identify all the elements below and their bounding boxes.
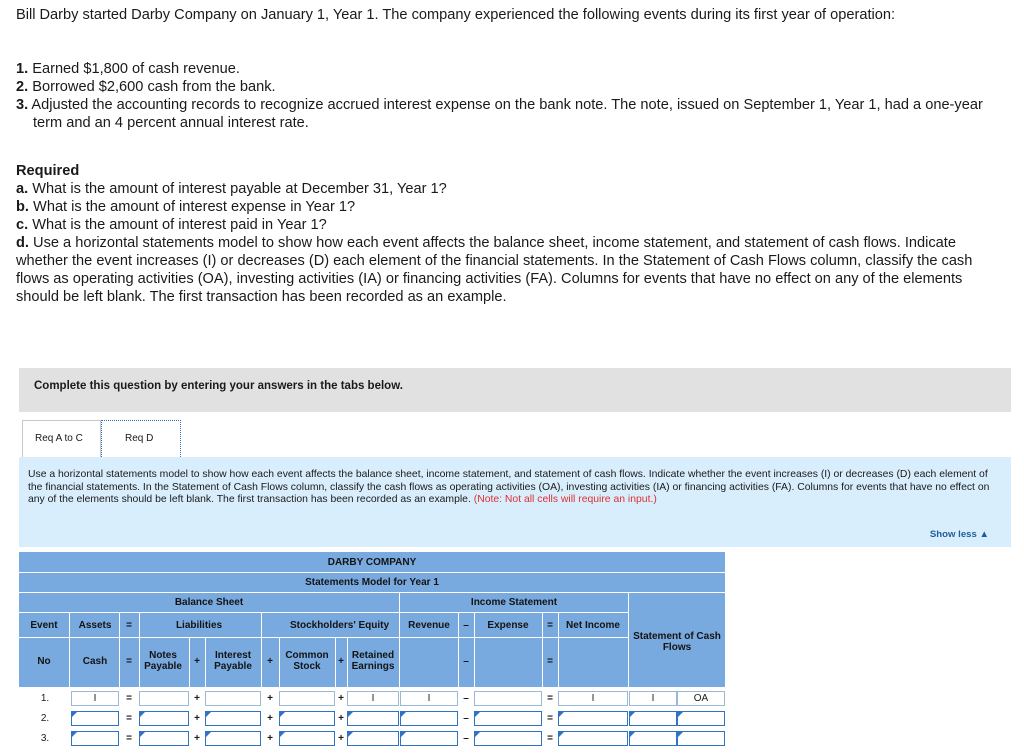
common-stock-input[interactable] [279, 711, 335, 726]
revenue-input[interactable] [400, 711, 458, 726]
equals-sign: = [126, 620, 132, 631]
table-row [19, 729, 725, 749]
notes-payable-input[interactable] [139, 731, 189, 746]
cash-input[interactable] [71, 711, 119, 726]
plus-sign: + [338, 656, 344, 667]
notes-payable-cell [139, 691, 189, 706]
plus-sign: + [194, 733, 200, 744]
cash-flows-header-cell [629, 592, 725, 687]
plus-sign: + [194, 713, 200, 724]
retained-earnings-header: Retained Earnings [351, 650, 395, 672]
event-item: 2. Borrowed $2,600 cash from the bank. [16, 79, 276, 95]
panel-note: (Note: Not all cells will require an input.) [473, 494, 657, 506]
plus-sign: + [194, 693, 200, 704]
net-income-cell: I [558, 691, 628, 706]
revenue-input[interactable] [400, 731, 458, 746]
equals-sign: = [547, 693, 553, 704]
event-number: 2. [40, 713, 50, 724]
minus-sign: – [463, 693, 469, 704]
tab-req-a-to-c[interactable]: Req A to C [22, 420, 101, 457]
event-list [16, 60, 1006, 132]
minus-sign: – [463, 713, 469, 724]
event-no-header: No [37, 656, 51, 667]
common-stock-input[interactable] [279, 731, 335, 746]
net-income-input[interactable] [558, 711, 628, 726]
cash-flow-direction-cell: I [629, 691, 677, 706]
plus-sign: + [267, 656, 273, 667]
requirement-item: b. What is the amount of interest expense in Year 1? [16, 199, 356, 215]
common-stock-cell [279, 691, 335, 706]
plus-sign: + [267, 733, 273, 744]
cash-flow-class-cell: OA [677, 691, 725, 706]
instruction-banner [19, 368, 1011, 412]
plus-sign: + [267, 713, 273, 724]
common-stock-header: Common Stock [285, 650, 329, 672]
interest-payable-cell [205, 691, 261, 706]
problem-intro: Bill Darby started Darby Company on January 1, Year 1. The company experienced the following events during its first year of operation: [16, 7, 896, 23]
event-header: Event [30, 620, 58, 631]
expense-cell [474, 691, 542, 706]
interest-payable-input[interactable] [205, 731, 261, 746]
notes-payable-input[interactable] [139, 711, 189, 726]
plus-sign: + [194, 656, 200, 667]
column-header-row [19, 637, 725, 687]
cash-input[interactable] [71, 731, 119, 746]
requirement-item: a. What is the amount of interest payable at December 31, Year 1? [16, 181, 447, 197]
column-group-row [19, 612, 725, 637]
section-header-row [19, 592, 725, 612]
equals-sign: = [547, 713, 553, 724]
retained-earnings-input[interactable] [347, 711, 399, 726]
instruction-panel [19, 457, 1011, 547]
equals-sign: = [126, 656, 132, 667]
minus-sign: – [463, 733, 469, 744]
equals-sign: = [547, 656, 553, 667]
equals-sign: = [126, 693, 132, 704]
statements-model-table [19, 552, 725, 755]
stockholders-equity-header: Stockholders' Equity [289, 620, 390, 631]
revenue-cell: I [400, 691, 458, 706]
table-title-row [19, 552, 725, 572]
assets-header: Assets [78, 620, 112, 631]
cash-header: Cash [82, 656, 108, 667]
net-income-input[interactable] [558, 731, 628, 746]
plus-sign: + [338, 713, 344, 724]
event-item: 1. Earned $1,800 of cash revenue. [16, 61, 240, 77]
equals-sign: = [126, 733, 132, 744]
income-statement-header: Income Statement [470, 597, 558, 608]
show-less-link[interactable]: Show less ▲ [929, 529, 989, 540]
cash-flow-direction-input[interactable] [629, 711, 677, 726]
expense-input[interactable] [474, 711, 542, 726]
statement-title: Statements Model for Year 1 [305, 577, 439, 588]
cash-flow-direction-input[interactable] [629, 731, 677, 746]
equals-sign: = [547, 733, 553, 744]
problem-statement [16, 6, 1006, 306]
tab-bar [22, 420, 181, 457]
company-name: DARBY COMPANY [327, 557, 417, 568]
plus-sign: + [338, 693, 344, 704]
revenue-header: Revenue [408, 620, 450, 631]
net-income-header: Net Income [566, 620, 620, 631]
table-subtitle-row [19, 572, 725, 592]
expense-input[interactable] [474, 731, 542, 746]
banner-text: Complete this question by entering your answers in the tabs below. [34, 380, 403, 392]
minus-sign: – [463, 656, 469, 667]
required-heading: Required [16, 163, 80, 179]
event-item: 3. Adjusted the accounting records to recognize accrued interest expense on the bank note. The note, issued on September 1, Year 1, had a one-year term and an 4 percent annual interest rate. [16, 97, 983, 131]
triangle-up-icon: ▲ [979, 529, 989, 540]
event-number: 3. [40, 733, 50, 744]
interest-payable-header: Interest Payable [214, 650, 252, 672]
panel-instructions: Use a horizontal statements model to show how each event affects the balance sheet, income statement, and statement of cash flows. Indicate whether the event increases (I) or decreases (D) each element of the financial statements. In the Statement of Cash Flows column, classify the cash flows as operating activities (OA), investing activities (IA) or financing activities (FA). Columns for events that have no effect on any of the elements should be left blank. The first transaction has been recorded as an example. (Note: Not all cells will require an input.) [28, 469, 990, 506]
plus-sign: + [338, 733, 344, 744]
interest-payable-input[interactable] [205, 711, 261, 726]
equals-sign: = [126, 713, 132, 724]
requirement-item: d. Use a horizontal statements model to show how each event affects the balance sheet, income statement, and statement of cash flows. Indicate whether the event increases (I) or decreases (D) each element of the financial statements. In the Statement of Cash Flows column, classify the cash flows as operating activities (OA), investing activities (IA) or financing activities (FA). Columns for events that have no effect on any of the elements should be left blank. The first transaction has been recorded as an example. [16, 235, 973, 305]
table-row [19, 709, 725, 729]
requirement-list [16, 180, 1006, 306]
retained-earnings-input[interactable] [347, 731, 399, 746]
event-number: 1. [40, 693, 50, 704]
notes-payable-header: Notes Payable [144, 650, 182, 672]
cash-flows-header: Statement of Cash Flows [633, 631, 721, 653]
tab-req-d[interactable]: Req D [101, 420, 181, 457]
equals-sign: = [547, 620, 553, 631]
retained-earnings-cell: I [347, 691, 399, 706]
cash-flow-class-input[interactable] [677, 711, 725, 726]
expense-header: Expense [487, 620, 529, 631]
cash-cell: I [71, 691, 119, 706]
liabilities-header: Liabilities [175, 620, 223, 631]
cash-flow-class-input[interactable] [677, 731, 725, 746]
minus-sign: – [463, 620, 469, 631]
plus-sign: + [267, 693, 273, 704]
table-row [19, 689, 725, 709]
requirement-item: c. What is the amount of interest paid in Year 1? [16, 217, 327, 233]
balance-sheet-header: Balance Sheet [174, 597, 244, 608]
